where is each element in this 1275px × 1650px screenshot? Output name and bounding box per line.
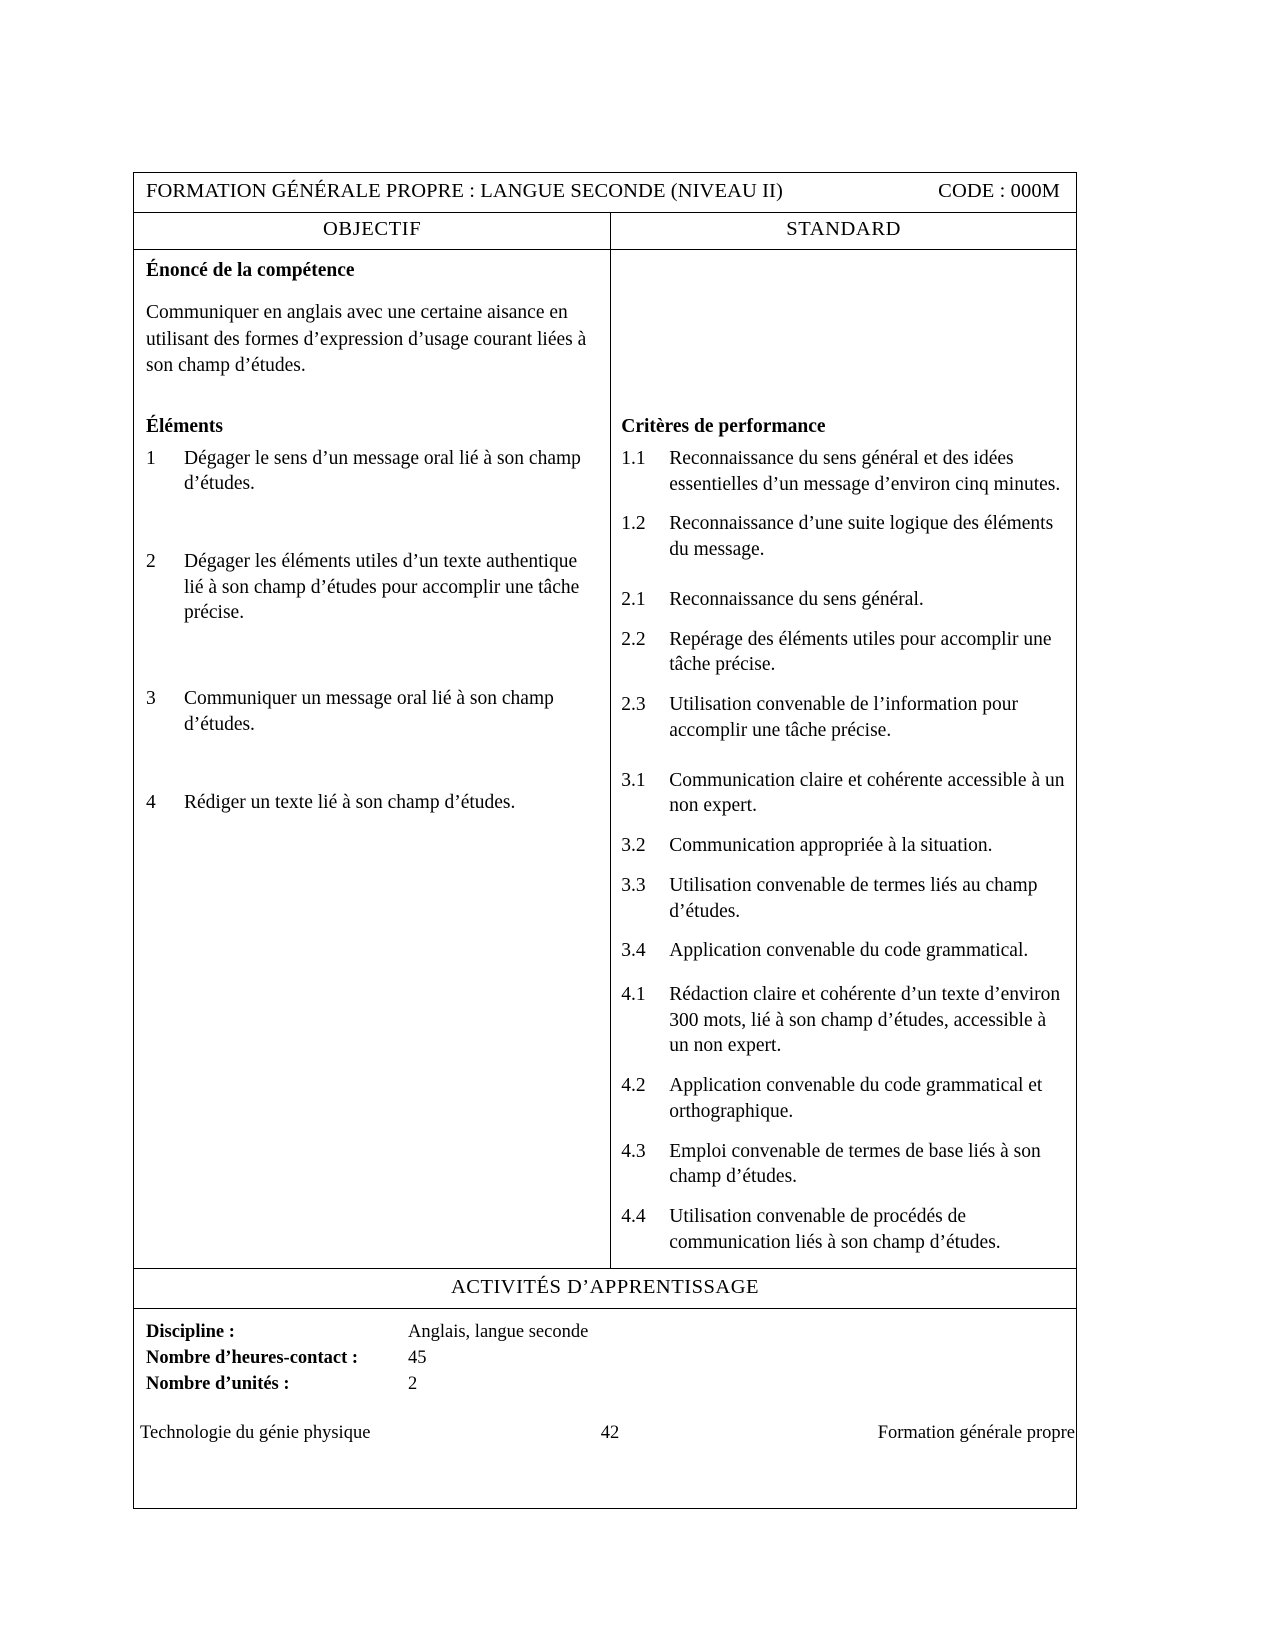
program-title: FORMATION GÉNÉRALE PROPRE : LANGUE SECONDE (NIVEAU II) — [146, 180, 783, 202]
critere-text: Application convenable du code grammatical et orthographique. — [669, 1075, 1043, 1122]
critere-item — [621, 511, 1068, 562]
critere-item — [621, 1073, 1068, 1124]
elements-heading: Éléments — [146, 415, 223, 437]
column-header-standard: STANDARD — [786, 218, 901, 240]
critere-text: Communication appropriée à la situation. — [669, 835, 993, 857]
element-item — [146, 790, 598, 816]
activities-details — [134, 1309, 1076, 1508]
critere-number: 4.1 — [621, 984, 646, 1006]
critere-item — [621, 833, 1068, 859]
footer-page-number: 42 — [600, 1423, 620, 1443]
element-item — [146, 686, 598, 737]
standard-column — [611, 250, 1076, 1268]
critere-number: 2.1 — [621, 588, 646, 610]
critere-number: 1.2 — [621, 513, 646, 535]
critere-item — [621, 938, 1068, 964]
critere-item — [621, 873, 1068, 924]
element-text: Rédiger un texte lié à son champ d’études. — [184, 791, 516, 813]
critere-text: Rédaction claire et cohérente d’un texte d’environ 300 mots, lié à son champ d’études, accessible à un non expert. — [669, 984, 1061, 1057]
critere-number: 2.3 — [621, 694, 646, 716]
element-number: 2 — [146, 551, 156, 573]
footer-program: Technologie du génie physique — [140, 1423, 371, 1443]
element-number: 4 — [146, 791, 156, 813]
critere-number: 3.3 — [621, 874, 646, 896]
critere-item — [621, 446, 1068, 497]
activities-row — [146, 1319, 1064, 1345]
critere-item — [621, 627, 1068, 678]
critere-text: Emploi convenable de termes de base liés à son champ d’études. — [669, 1140, 1041, 1188]
competency-table — [133, 172, 1077, 1509]
critere-text: Utilisation convenable de termes liés au champ d’études. — [669, 874, 1038, 922]
objectif-column — [134, 250, 611, 1268]
critere-text: Application convenable du code grammatical. — [669, 940, 1029, 962]
critere-text: Reconnaissance d’une suite logique des éléments du message. — [669, 513, 1054, 561]
competency-code: CODE : 000M — [938, 180, 1060, 202]
critere-text: Utilisation convenable de l’information pour accomplir une tâche précise. — [669, 694, 1018, 741]
activities-row — [146, 1371, 1064, 1397]
units-label: Nombre d’unités : — [146, 1374, 290, 1395]
table-header-row — [134, 173, 1076, 213]
competence-heading: Énoncé de la compétence — [146, 260, 355, 281]
critere-number: 3.2 — [621, 835, 646, 857]
critere-text: Repérage des éléments utiles pour accomplir une tâche précise. — [669, 628, 1052, 676]
competence-text: Communiquer en anglais avec une certaine aisance en utilisant des formes d’expression d’usage courant liées à son champ d’études. — [146, 302, 587, 377]
page-footer — [140, 1423, 1075, 1444]
column-header-objectif: OBJECTIF — [134, 213, 611, 249]
critere-text: Utilisation convenable de procédés de communication liés à son champ d’études. — [669, 1206, 1001, 1253]
critere-item — [621, 1139, 1068, 1190]
hours-label: Nombre d’heures-contact : — [146, 1347, 359, 1368]
critere-text: Reconnaissance du sens général. — [669, 588, 924, 610]
critere-item — [621, 982, 1068, 1059]
activities-band: ACTIVITÉS D’APPRENTISSAGE — [134, 1269, 1076, 1309]
critere-item — [621, 1204, 1068, 1255]
column-header-row — [134, 213, 1076, 250]
element-number: 3 — [146, 688, 156, 710]
element-item — [146, 446, 598, 497]
critere-number: 4.3 — [621, 1140, 646, 1162]
critere-item — [621, 692, 1068, 743]
discipline-label: Discipline : — [146, 1321, 235, 1342]
criteres-heading: Critères de performance — [621, 416, 826, 437]
critere-text: Communication claire et cohérente accessible à un non expert. — [669, 769, 1065, 817]
critere-number: 2.2 — [621, 628, 646, 650]
element-number: 1 — [146, 447, 156, 469]
critere-number: 4.2 — [621, 1075, 646, 1097]
units-value: 2 — [408, 1374, 418, 1395]
hours-value: 45 — [408, 1347, 427, 1368]
critere-item — [621, 768, 1068, 819]
element-item — [146, 549, 598, 626]
critere-text: Reconnaissance du sens général et des idées essentielles d’un message d’environ cinq minutes. — [669, 448, 1061, 495]
element-text: Dégager le sens d’un message oral lié à son champ d’études. — [184, 447, 581, 495]
element-text: Communiquer un message oral lié à son champ d’études. — [184, 688, 554, 735]
table-body-row — [134, 250, 1076, 1269]
footer-section: Formation générale propre — [877, 1423, 1075, 1443]
discipline-value: Anglais, langue seconde — [408, 1321, 589, 1342]
critere-number: 1.1 — [621, 448, 646, 469]
element-text: Dégager les éléments utiles d’un texte authentique lié à son champ d’études pour accomplir une tâche précise. — [184, 551, 580, 624]
critere-number: 3.4 — [621, 940, 646, 962]
critere-number: 3.1 — [621, 769, 646, 791]
critere-item — [621, 587, 1068, 613]
activities-row — [146, 1345, 1064, 1371]
critere-number: 4.4 — [621, 1206, 646, 1228]
